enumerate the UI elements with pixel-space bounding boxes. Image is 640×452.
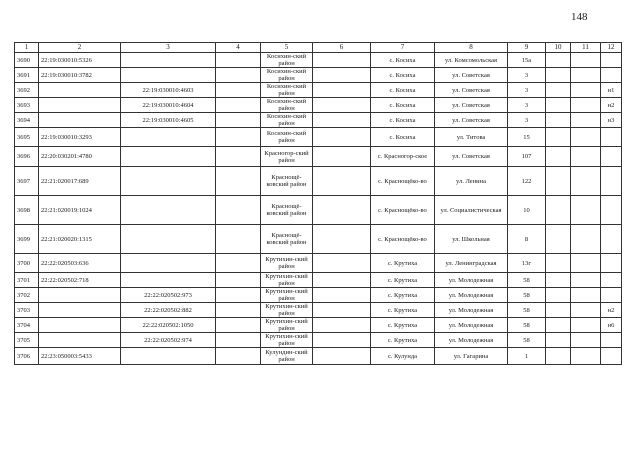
cadastral-number-building: 22:19:030010:5326 [39,53,121,68]
table-row [15,113,622,128]
district-name: Косихин-ский район [261,128,313,147]
table-row [15,303,622,318]
cell-col10 [546,68,571,83]
house-number: 15а [508,53,546,68]
cell-col4 [216,167,261,196]
cell-col6 [313,147,371,167]
cell-col4 [216,348,261,365]
note-cell [601,53,622,68]
cell-col4 [216,288,261,303]
cell-col11 [571,68,601,83]
house-number: 122 [508,167,546,196]
cell-col11 [571,254,601,273]
cadastral-number-building: 22:22:020503:636 [39,254,121,273]
house-number: 58 [508,303,546,318]
row-number: 3696 [15,147,39,167]
cell-col10 [546,333,571,348]
district-name: Косихин-ский район [261,113,313,128]
cell-col11 [571,128,601,147]
row-number: 3691 [15,68,39,83]
table-row [15,318,622,333]
table-row [15,167,622,196]
locality-name: с. Крутиха [371,318,435,333]
cell-col6 [313,53,371,68]
cell-col4 [216,98,261,113]
house-number: 58 [508,318,546,333]
cell-col4 [216,318,261,333]
cadastral-number-building: 22:22:020502:718 [39,273,121,288]
cadastral-number-building [39,303,121,318]
column-header: 3 [121,43,216,53]
locality-name: с. Косиха [371,53,435,68]
column-header: 10 [546,43,571,53]
street-name: ул. Молодежная [435,303,508,318]
cell-col10 [546,83,571,98]
street-name: ул. Социалистическая [435,196,508,225]
cell-col11 [571,83,601,98]
house-number: 3 [508,113,546,128]
cell-col6 [313,254,371,273]
district-name: Красногор-ский район [261,147,313,167]
row-number: 3692 [15,83,39,98]
cell-col10 [546,303,571,318]
column-header: 12 [601,43,622,53]
table-row [15,98,622,113]
cadastral-number-premises: 22:19:030010:4603 [121,83,216,98]
note-cell [601,348,622,365]
house-number: 1 [508,348,546,365]
district-name: Косихин-ский район [261,53,313,68]
district-name: Крутихин-ский район [261,273,313,288]
district-name: Крутихин-ский район [261,254,313,273]
street-name: ул. Ленина [435,167,508,196]
cell-col11 [571,288,601,303]
cadastral-number-building: 22:20:030201:4780 [39,147,121,167]
note-cell: н2 [601,98,622,113]
house-number: 3 [508,68,546,83]
street-name: ул. Молодежная [435,333,508,348]
table-row [15,333,622,348]
row-number: 3690 [15,53,39,68]
cell-col6 [313,225,371,254]
house-number: 107 [508,147,546,167]
cell-col4 [216,83,261,98]
street-name: ул. Советская [435,83,508,98]
cadastral-number-premises [121,254,216,273]
note-cell [601,225,622,254]
note-cell [601,128,622,147]
cadastral-number-premises: 22:19:030010:4604 [121,98,216,113]
house-number: 58 [508,273,546,288]
street-name: ул. Советская [435,113,508,128]
cadastral-number-building [39,83,121,98]
house-number: 15 [508,128,546,147]
locality-name: с. Косиха [371,83,435,98]
row-number: 3702 [15,288,39,303]
note-cell [601,273,622,288]
row-number: 3704 [15,318,39,333]
row-number: 3701 [15,273,39,288]
table-row [15,196,622,225]
row-number: 3706 [15,348,39,365]
cell-col6 [313,83,371,98]
column-header: 6 [313,43,371,53]
column-header: 11 [571,43,601,53]
note-cell [601,167,622,196]
street-name: ул. Школьная [435,225,508,254]
note-cell: н1 [601,83,622,98]
row-number: 3699 [15,225,39,254]
street-name: ул. Советская [435,98,508,113]
cell-col10 [546,147,571,167]
cell-col10 [546,196,571,225]
cell-col6 [313,288,371,303]
cadastral-number-building: 22:19:030010:3782 [39,68,121,83]
cell-col6 [313,128,371,147]
cadastral-number-building: 22:21:020020:1315 [39,225,121,254]
district-name: Кулундин-ский район [261,348,313,365]
column-header: 4 [216,43,261,53]
street-name: ул. Молодежная [435,288,508,303]
cadastral-number-premises: 22:19:030010:4605 [121,113,216,128]
table-body [15,53,622,365]
cadastral-number-building: 22:21:020019:1024 [39,196,121,225]
cell-col4 [216,68,261,83]
note-cell [601,147,622,167]
column-header: 5 [261,43,313,53]
locality-name: с. Крутиха [371,273,435,288]
cell-col4 [216,303,261,318]
district-name: Крутихин-ский район [261,333,313,348]
cell-col4 [216,53,261,68]
row-number: 3700 [15,254,39,273]
street-name: ул. Советская [435,147,508,167]
cell-col6 [313,98,371,113]
registry-table [14,42,622,365]
cell-col6 [313,68,371,83]
table-row [15,288,622,303]
cadastral-number-building [39,318,121,333]
column-header: 9 [508,43,546,53]
row-number: 3698 [15,196,39,225]
cadastral-number-building [39,98,121,113]
street-name: ул. Советская [435,68,508,83]
note-cell [601,288,622,303]
note-cell [601,254,622,273]
table-row [15,53,622,68]
cell-col11 [571,167,601,196]
row-number: 3695 [15,128,39,147]
column-header: 2 [39,43,121,53]
locality-name: с. Краснощёко-во [371,225,435,254]
cell-col10 [546,348,571,365]
cell-col4 [216,128,261,147]
street-name: ул. Гагарина [435,348,508,365]
street-name: ул. Ленинградская [435,254,508,273]
table-row [15,273,622,288]
cell-col11 [571,225,601,254]
district-name: Косихин-ский район [261,98,313,113]
locality-name: с. Крутиха [371,303,435,318]
row-number: 3697 [15,167,39,196]
cell-col11 [571,318,601,333]
column-header: 8 [435,43,508,53]
cadastral-number-premises: 22:22:020502:973 [121,288,216,303]
table-row [15,68,622,83]
district-name: Косихин-ский район [261,83,313,98]
street-name: ул. Комсомольская [435,53,508,68]
district-name: Крутихин-ский район [261,288,313,303]
column-header: 1 [15,43,39,53]
cadastral-number-building: 22:23:050003:5433 [39,348,121,365]
cadastral-number-premises [121,68,216,83]
cell-col6 [313,348,371,365]
cadastral-number-premises [121,53,216,68]
cell-col4 [216,225,261,254]
cell-col4 [216,254,261,273]
cell-col10 [546,254,571,273]
row-number: 3694 [15,113,39,128]
cell-col6 [313,273,371,288]
locality-name: с. Крутиха [371,333,435,348]
cadastral-number-building [39,113,121,128]
locality-name: с. Кулунда [371,348,435,365]
column-header: 7 [371,43,435,53]
locality-name: с. Косиха [371,128,435,147]
cadastral-number-building: 22:19:030010:3293 [39,128,121,147]
cadastral-number-premises [121,273,216,288]
district-name: Крутихин-ский район [261,318,313,333]
cell-col6 [313,196,371,225]
cadastral-number-premises [121,128,216,147]
cell-col10 [546,98,571,113]
house-number: 10 [508,196,546,225]
cell-col10 [546,225,571,254]
cell-col6 [313,303,371,318]
locality-name: с. Косиха [371,98,435,113]
locality-name: с. Косиха [371,68,435,83]
house-number: 13г [508,254,546,273]
cadastral-number-premises [121,225,216,254]
table-row [15,128,622,147]
street-name: ул. Титова [435,128,508,147]
street-name: ул. Молодежная [435,273,508,288]
header-row [15,43,622,53]
cell-col11 [571,196,601,225]
street-name: ул. Молодежная [435,318,508,333]
cell-col10 [546,288,571,303]
row-number: 3703 [15,303,39,318]
cell-col11 [571,53,601,68]
cell-col11 [571,113,601,128]
cadastral-number-premises: 22:22:020502:882 [121,303,216,318]
cell-col11 [571,303,601,318]
table-row [15,225,622,254]
table-row [15,254,622,273]
cell-col11 [571,147,601,167]
note-cell: н2 [601,303,622,318]
note-cell [601,196,622,225]
locality-name: с. Крутиха [371,288,435,303]
district-name: Косихин-ский район [261,68,313,83]
locality-name: с. Краснощёко-во [371,167,435,196]
note-cell: н6 [601,318,622,333]
cell-col11 [571,333,601,348]
note-cell [601,333,622,348]
cell-col10 [546,318,571,333]
cell-col10 [546,167,571,196]
cadastral-number-premises [121,147,216,167]
locality-name: с. Крутиха [371,254,435,273]
cell-col4 [216,333,261,348]
cadastral-number-premises: 22:22:020502:974 [121,333,216,348]
row-number: 3705 [15,333,39,348]
note-cell [601,68,622,83]
cell-col6 [313,333,371,348]
house-number: 3 [508,98,546,113]
table-row [15,348,622,365]
locality-name: с. Косиха [371,113,435,128]
cadastral-number-premises [121,348,216,365]
note-cell: н3 [601,113,622,128]
cell-col10 [546,113,571,128]
house-number: 58 [508,333,546,348]
cell-col6 [313,167,371,196]
district-name: Крутихин-ский район [261,303,313,318]
cadastral-number-building [39,333,121,348]
house-number: 3 [508,83,546,98]
cell-col4 [216,113,261,128]
table-row [15,83,622,98]
cell-col4 [216,196,261,225]
cadastral-number-building [39,288,121,303]
cadastral-number-premises [121,167,216,196]
house-number: 58 [508,288,546,303]
table-row [15,147,622,167]
cell-col6 [313,318,371,333]
house-number: 8 [508,225,546,254]
cell-col4 [216,147,261,167]
locality-name: с. Красногор-ское [371,147,435,167]
cell-col11 [571,348,601,365]
cell-col10 [546,53,571,68]
row-number: 3693 [15,98,39,113]
cell-col10 [546,128,571,147]
cadastral-number-building: 22:21:020017:689 [39,167,121,196]
locality-name: с. Краснощёко-во [371,196,435,225]
cell-col6 [313,113,371,128]
cadastral-number-premises: 22:22:020502:1050 [121,318,216,333]
district-name: Краснощё-ковский район [261,225,313,254]
district-name: Краснощё-ковский район [261,196,313,225]
page-number: 148 [571,11,588,23]
cadastral-number-premises [121,196,216,225]
cell-col11 [571,273,601,288]
district-name: Краснощё-ковский район [261,167,313,196]
cell-col10 [546,273,571,288]
cell-col11 [571,98,601,113]
cell-col4 [216,273,261,288]
